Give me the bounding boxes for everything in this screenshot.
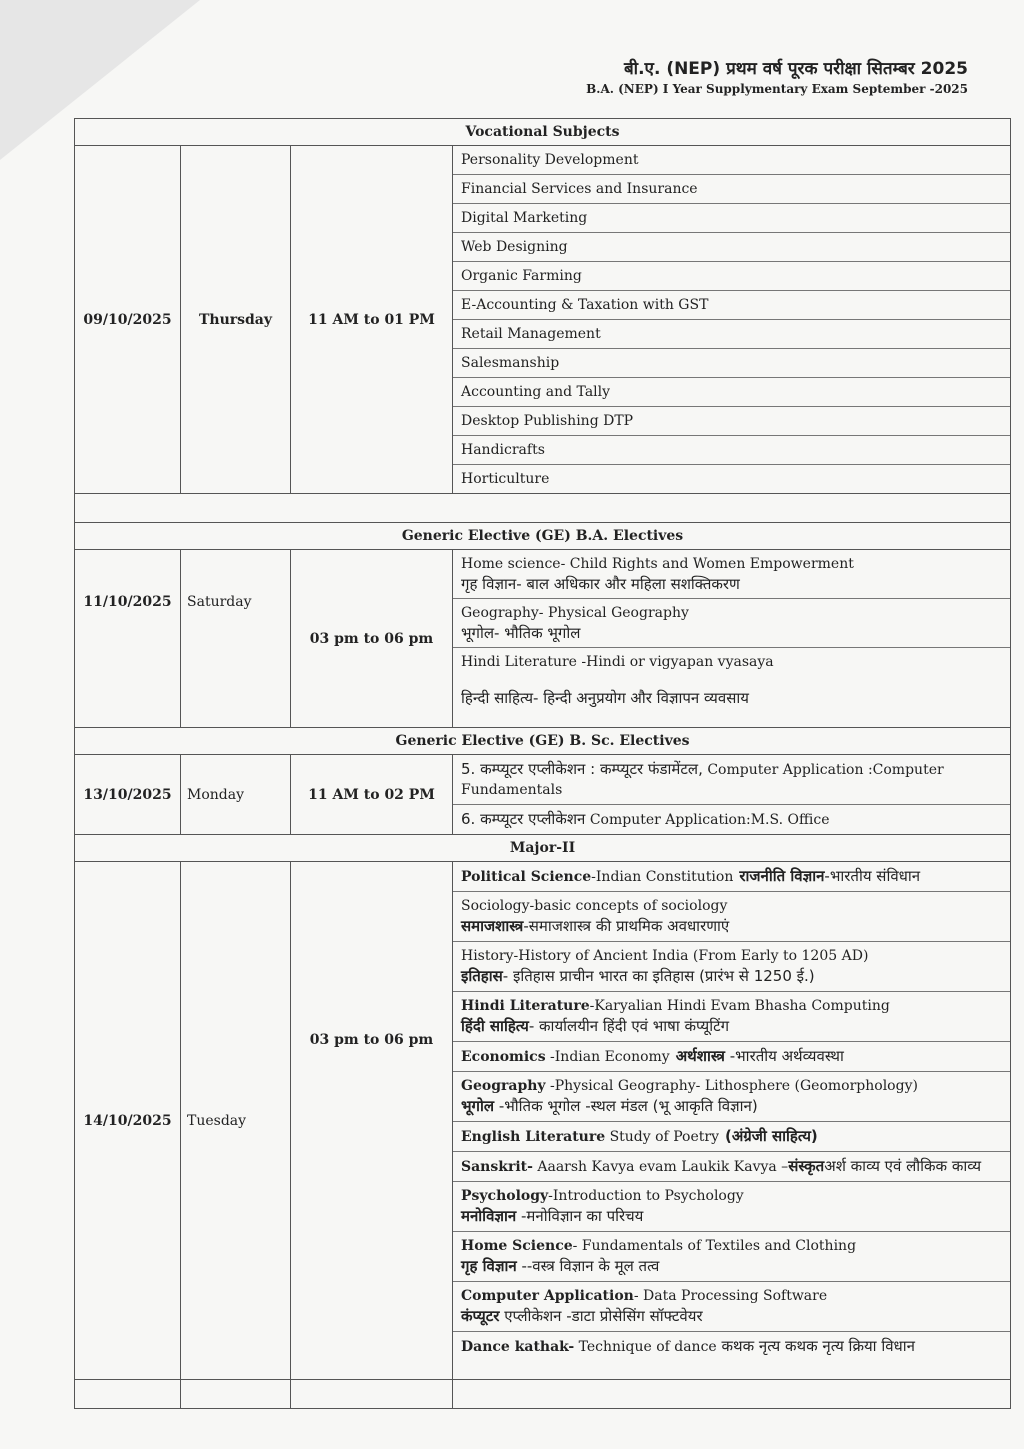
blank-cell xyxy=(181,1380,291,1409)
subject-item xyxy=(453,550,1010,599)
spacer-row xyxy=(75,494,1011,523)
subject-item xyxy=(453,805,1010,834)
subject-list xyxy=(453,550,1011,728)
section-header-row xyxy=(75,523,1011,550)
subject-item: Financial Services and Insurance xyxy=(453,175,1010,204)
exam-time: 11 AM to 02 PM xyxy=(291,755,453,835)
subject-english: - Fundamentals of Textiles and Clothing xyxy=(572,1238,857,1254)
subject-item: Web Designing xyxy=(453,233,1010,262)
table-row xyxy=(75,862,1011,1380)
section-header-row xyxy=(75,835,1011,862)
exam-date: 09/10/2025 xyxy=(75,146,181,494)
table-row xyxy=(75,550,1011,728)
subject-hindi-bold: गृह विज्ञान xyxy=(461,1257,517,1275)
subject-english: Geography- Physical Geography xyxy=(461,605,689,621)
subject-english: -Physical Geography- Lithosphere (Geomorphology) xyxy=(545,1078,918,1094)
subject-item xyxy=(453,942,1010,992)
exam-time: 03 pm to 06 pm xyxy=(291,862,453,1380)
blank-cell xyxy=(453,1380,1011,1409)
exam-time: 11 AM to 01 PM xyxy=(291,146,453,494)
subject-english: Home science- Child Rights and Women Empowerment xyxy=(461,556,854,572)
subject-english: -Indian Economy xyxy=(545,1049,670,1065)
subject-english: Aaarsh Kavya evam Laukik Kavya – xyxy=(532,1159,789,1175)
subject-item xyxy=(453,599,1010,648)
exam-time: 03 pm to 06 pm xyxy=(291,550,453,728)
subject-english-bold: Dance kathak- xyxy=(461,1339,575,1355)
subject-hindi: - कार्यालयीन हिंदी एवं भाषा कंप्यूटिंग xyxy=(528,1017,730,1035)
subject-item xyxy=(453,992,1010,1042)
subject-hindi-bold: राजनीति विज्ञान xyxy=(739,867,825,885)
section-header-row xyxy=(75,728,1011,755)
subject-item: Personality Development xyxy=(453,146,1010,175)
spacer-cell xyxy=(75,494,1011,523)
subject-english-bold: English Literature xyxy=(461,1129,606,1145)
subject-english: History-History of Ancient India (From Early to 1205 AD) xyxy=(461,948,869,964)
blank-cell xyxy=(291,1380,453,1409)
subject-english: - Data Processing Software xyxy=(633,1288,828,1304)
subject-item xyxy=(453,862,1010,892)
subject-item xyxy=(453,1282,1010,1332)
subject-hindi: कथक नृत्य कथक नृत्य क्रिया विधान xyxy=(716,1337,915,1355)
subject-english: Computer Application:M.S. Office xyxy=(589,812,830,828)
subject-english: -Introduction to Psychology xyxy=(548,1188,744,1204)
subject-list xyxy=(453,755,1011,835)
subject-hindi-bold: मनोविज्ञान xyxy=(461,1207,517,1225)
subject-item: Organic Farming xyxy=(453,262,1010,291)
subject-english-bold: Computer Application xyxy=(461,1288,634,1304)
subject-hindi-bold: इतिहास xyxy=(461,967,503,985)
subject-item xyxy=(453,1122,1010,1152)
subject-item xyxy=(453,1072,1010,1122)
subject-item xyxy=(453,648,1010,712)
subject-hindi-bold: अर्थशास्त्र xyxy=(675,1047,725,1065)
subject-item xyxy=(453,1042,1010,1072)
subject-hindi-bold: समाजशास्त्र xyxy=(461,917,524,935)
subject-english: -Karyalian Hindi Evam Bhasha Computing xyxy=(589,998,890,1014)
subject-hindi: 5. कम्प्यूटर एप्लीकेशन : कम्प्यूटर फंडामेंटल, xyxy=(461,760,703,778)
subject-english-bold: Psychology xyxy=(461,1188,549,1204)
subject-hindi: 6. कम्प्यूटर एप्लीकेशन xyxy=(461,810,586,828)
table-row xyxy=(75,755,1011,835)
subject-hindi-bold: कंप्यूटर xyxy=(461,1307,500,1325)
subject-hindi: हिन्दी साहित्य- हिन्दी अनुप्रयोग और विज्ञापन व्यवसाय xyxy=(461,689,749,707)
subject-english-bold: Political Science xyxy=(461,869,592,885)
subject-english: Technique of dance xyxy=(574,1339,717,1355)
blank-row xyxy=(75,1380,1011,1409)
subject-english-bold: Home Science xyxy=(461,1238,573,1254)
subject-item xyxy=(453,1152,1010,1182)
subject-item xyxy=(453,1232,1010,1282)
exam-schedule-table xyxy=(74,118,1011,1409)
exam-date: 13/10/2025 xyxy=(75,755,181,835)
table-row xyxy=(75,146,1011,494)
subject-list xyxy=(453,862,1011,1380)
section-title-major-ii: Major-II xyxy=(75,835,1011,862)
subject-item xyxy=(453,755,1010,805)
subject-english: -Indian Constitution xyxy=(591,869,734,885)
subject-hindi-bold: भूगोल xyxy=(461,1097,495,1115)
subject-hindi-bold: संस्कृत xyxy=(788,1157,825,1175)
exam-day: Saturday xyxy=(181,550,291,728)
subject-hindi-bold: हिंदी साहित्य xyxy=(461,1017,529,1035)
subject-item: Accounting and Tally xyxy=(453,378,1010,407)
subject-hindi: एप्लीकेशन -डाटा प्रोसेसिंग सॉफ्टवेयर xyxy=(499,1307,703,1325)
subject-item: Retail Management xyxy=(453,320,1010,349)
subject-hindi: -समाजशास्त्र की प्राथमिक अवधारणाएं xyxy=(523,917,730,935)
subject-hindi: -भारतीय संविधान xyxy=(824,867,921,885)
section-title-vocational: Vocational Subjects xyxy=(75,119,1011,146)
subject-item: E-Accounting & Taxation with GST xyxy=(453,291,1010,320)
section-header-row xyxy=(75,119,1011,146)
subject-item: Horticulture xyxy=(461,471,550,487)
blank-cell xyxy=(75,1380,181,1409)
exam-date: 11/10/2025 xyxy=(75,550,181,728)
subject-item xyxy=(453,1332,1010,1361)
header-title-english: B.A. (NEP) I Year Supplymentary Exam September -2025 xyxy=(586,82,968,96)
exam-day: Monday xyxy=(181,755,291,835)
exam-day: Tuesday xyxy=(181,862,291,1380)
subject-hindi: -भौतिक भूगोल -स्थल मंडल (भू आकृति विज्ञान) xyxy=(494,1097,758,1115)
subject-hindi: अर्श काव्य एवं लौकिक काव्य xyxy=(824,1157,982,1175)
subject-english-bold: Geography xyxy=(461,1078,546,1094)
subject-english-bold: Economics xyxy=(461,1049,546,1065)
subject-item: Digital Marketing xyxy=(453,204,1010,233)
subject-hindi: -मनोविज्ञान का परिचय xyxy=(516,1207,644,1225)
subject-hindi-bold: (अंग्रेजी साहित्य) xyxy=(724,1127,818,1145)
exam-day: Thursday xyxy=(181,146,291,494)
section-title-ge-ba: Generic Elective (GE) B.A. Electives xyxy=(75,523,1011,550)
subject-english: Sociology-basic concepts of sociology xyxy=(461,898,728,914)
subject-english: Study of Poetry xyxy=(605,1129,719,1145)
subject-english: Computer Application :Computer Fundamentals xyxy=(461,762,944,798)
subject-item: Desktop Publishing DTP xyxy=(453,407,1010,436)
subject-hindi: --वस्त्र विज्ञान के मूल तत्व xyxy=(516,1257,660,1275)
subject-english: Hindi Literature -Hindi or vigyapan vyasaya xyxy=(461,654,774,670)
subject-hindi: -भारतीय अर्थव्यवस्था xyxy=(724,1047,844,1065)
subject-hindi: - इतिहास प्राचीन भारत का इतिहास (प्रारंभ से 1250 ई.) xyxy=(502,967,815,985)
subject-item xyxy=(453,1182,1010,1232)
header-title-hindi: बी.ए. (NEP) प्रथम वर्ष पूरक परीक्षा सितम्बर 2025 xyxy=(623,59,968,79)
subject-item xyxy=(453,892,1010,942)
subject-list xyxy=(453,146,1011,494)
subject-english-bold: Hindi Literature xyxy=(461,998,590,1014)
subject-english-bold: Sanskrit- xyxy=(461,1159,533,1175)
subject-hindi: भूगोल- भौतिक भूगोल xyxy=(461,624,581,642)
subject-hindi: गृह विज्ञान- बाल अधिकार और महिला सशक्तिकरण xyxy=(461,575,740,593)
subject-item: Handicrafts xyxy=(453,436,1010,465)
section-title-ge-bsc: Generic Elective (GE) B. Sc. Electives xyxy=(75,728,1011,755)
exam-date: 14/10/2025 xyxy=(75,862,181,1380)
subject-item: Salesmanship xyxy=(453,349,1010,378)
